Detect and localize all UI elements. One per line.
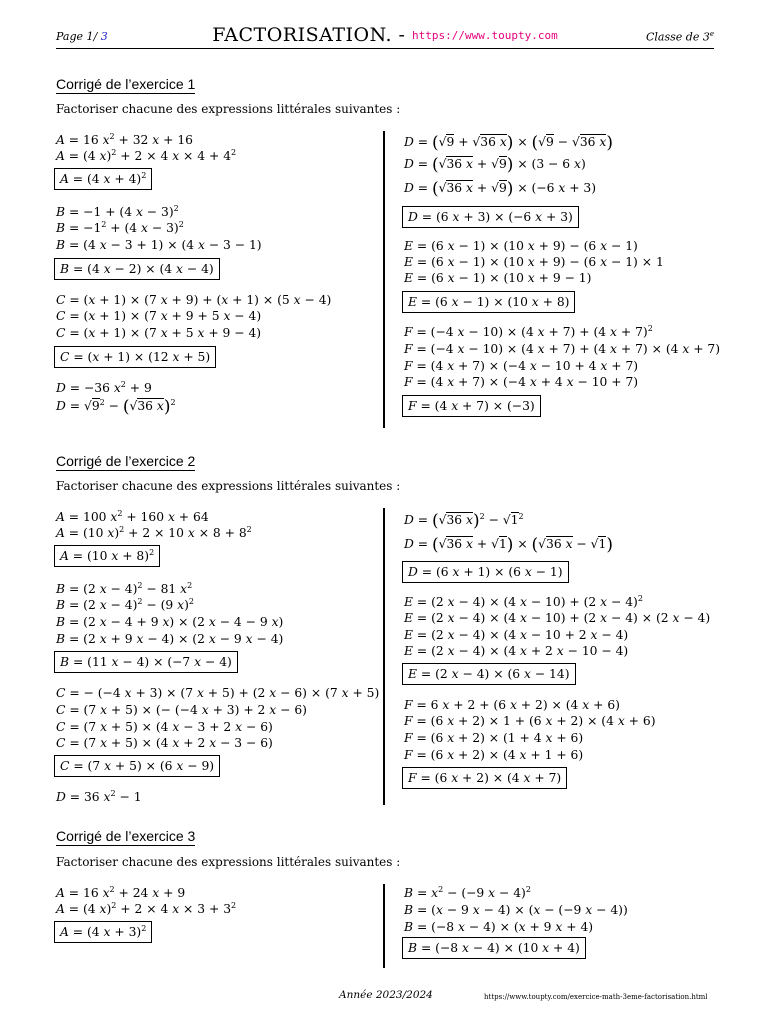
equation-line: C = (x + 1) × (7 x + 5 x + 9 − 4) — [56, 326, 262, 340]
equation-line: A = (10 x)$^2$ + 2 × 10 $x \times 8 + 8^2$ — [56, 525, 252, 540]
equation-line: B = (−8 x − 4) × (x + 9 x + 4) — [404, 920, 594, 934]
equation-line: F = 6 x + 2 + (6 x + 2) × (4 x + 6) — [404, 698, 620, 712]
exercise-3-title: Corrigé de l’exercice 3 — [56, 828, 196, 844]
equation-line: C = (7 x + 5) × (4 x + 2 x − 3 − 6) — [56, 736, 273, 750]
boxed-result: B = (−8 x − 4) × (10 x + 4) — [402, 937, 586, 959]
exercise-2-instruction: Factoriser chacune des expressions littérales suivantes : — [56, 479, 401, 493]
boxed-result: C = (7 x + 5) × (6 x − 9) — [54, 755, 220, 777]
equation-line: F = (4 x + 7) × (−4 x − 10 + 4 x + 7) — [404, 359, 639, 373]
site-link[interactable]: https://www.toupty.com — [412, 29, 558, 42]
equation-line: E = (2 x − 4) × (4 x + 2 x − 10 − 4) — [404, 644, 629, 658]
equation-line: B = (2 x − 4 + 9 x) × (2 x − 4 − 9 x) — [56, 615, 284, 629]
page-total-link[interactable]: 3 — [100, 30, 108, 43]
boxed-result: F = (6 x + 2) × (4 x + 7) — [402, 767, 567, 789]
equation-line: F = (4 x + 7) × (−4 x + 4 x − 10 + 7) — [404, 375, 639, 389]
equation-line: C = (x + 1) × (7 x + 9 + 5 x − 4) — [56, 309, 262, 323]
equation-line: F = (−4 x − 10) × (4 x + 7) + (4 x + 7) × (4 x + 7) — [404, 342, 721, 356]
equation-line: $B = -1^2 + (4$ x − 3)$^2$ — [56, 220, 184, 235]
boxed-result: B = (4 x − 2) × (4 x − 4) — [54, 258, 220, 280]
exercise-1-title: Corrigé de l’exercice 1 — [56, 76, 196, 92]
equation-line: F = (6 x + 2) × (1 + 4 x + 6) — [404, 731, 584, 745]
equation-line: E = (2 x − 4) × (4 x − 10) + (2 x − 4) × (2 x − 4) — [404, 611, 711, 625]
title-text: FACTORISATION. - — [212, 24, 413, 46]
equation-line: F = (6 x + 2) × (4 x + 1 + 6) — [404, 748, 584, 762]
column-divider — [383, 884, 385, 968]
boxed-result: D = (6 x + 3) × (−6 x + 3) — [402, 206, 579, 228]
equation-line: B = (x − 9 x − 4) × (x − (−9 x − 4)) — [404, 903, 628, 917]
equation-line: E = (6 x − 1) × (10 x + 9) − (6 x − 1) × 1 — [404, 255, 664, 269]
boxed-result: D = (6 x + 1) × (6 x − 1) — [402, 561, 569, 583]
document-title — [56, 24, 714, 46]
page-prefix: Page 1/ — [56, 30, 101, 43]
equation-line: C = (7 x + 5) × (− (−4 x + 3) + 2 x − 6) — [56, 703, 307, 717]
equation-line: A = 16 $x^2 + 24$ x + 9 — [56, 885, 186, 900]
equation-line: B = (4 x − 3 + 1) × (4 x − 3 − 1) — [56, 238, 262, 252]
exercise-2-title: Corrigé de l’exercice 2 — [56, 453, 196, 469]
equation-line: E = (2 x − 4) × (4 x − 10 + 2 x − 4) — [404, 628, 629, 642]
equation-line: F = (−4 x − 10) × (4 x + 7) + (4 x + 7)$^2$ — [404, 324, 653, 339]
exercise-3-instruction: Factoriser chacune des expressions littérales suivantes : — [56, 855, 401, 869]
page-header — [56, 24, 714, 49]
boxed-result: C = (x + 1) × (12 x + 5) — [54, 346, 216, 368]
equation-line: $D = √9^2 - (√36$ x)$^2$ — [56, 397, 176, 417]
equation-line: C = − (−4 x + 3) × (7 x + 5) + (2 x − 6) × (7 x + 5) — [56, 686, 380, 700]
equation-line: D = (√9 + √36 x) × (√9 − √36 x) — [404, 133, 613, 153]
footer-year: Année 2023/2024 — [339, 989, 433, 1001]
equation-line: D = (√36 x + √1) × (√36 x − √1) — [404, 535, 613, 555]
footer-url[interactable]: https://www.toupty.com/exercice-math-3eme-factorisation.html — [484, 993, 708, 1001]
equation-line: A = (4 x)$^2$ + 2 × 4 $x \times 3 + 3^2$ — [56, 901, 237, 916]
equation-line: D = (√36 x + √9) × (3 − 6 x) — [404, 155, 586, 175]
equation-line: D = −36 $x^2 + 9$ — [56, 380, 152, 395]
equation-line: D = (√36 $x)^2 - √1^2$ — [404, 511, 524, 531]
equation-line: $B = x^2 - (-9$ x − 4)$^2$ — [404, 885, 531, 900]
boxed-result: E = (6 x − 1) × (10 x + 8) — [402, 291, 575, 313]
equation-line: C = (7 x + 5) × (4 x − 3 + 2 x − 6) — [56, 720, 273, 734]
boxed-result: A = (10 x + 8)$^2$ — [54, 545, 160, 567]
equation-line: B = (2 x + 9 x − 4) × (2 x − 9 x − 4) — [56, 632, 284, 646]
exercise-1-instruction: Factoriser chacune des expressions littérales suivantes : — [56, 102, 401, 116]
boxed-result: E = (2 x − 4) × (6 x − 14) — [402, 663, 576, 685]
equation-line: A = 100 $x^2 + 160$ x + 64 — [56, 509, 209, 524]
boxed-result: B = (11 x − 4) × (−7 x − 4) — [54, 651, 238, 673]
equation-line: E = (6 x − 1) × (10 x + 9 − 1) — [404, 271, 592, 285]
equation-line: B = (2 x − 4)$^2$ − (9 x)$^2$ — [56, 597, 194, 612]
equation-line: B = (2 x − 4)$^2$ − 81 $x^2$ — [56, 581, 193, 596]
equation-line: B = −1 + (4 x − 3)$^2$ — [56, 204, 179, 219]
boxed-result: F = (4 x + 7) × (−3) — [402, 395, 541, 417]
equation-line: F = (6 x + 2) × 1 + (6 x + 2) × (4 x + 6) — [404, 714, 656, 728]
equation-line: D = (√36 x + √9) × (−6 x + 3) — [404, 179, 597, 199]
equation-line: E = (6 x − 1) × (10 x + 9) − (6 x − 1) — [404, 239, 638, 253]
boxed-result: A = (4 x + 3)$^2$ — [54, 921, 152, 943]
equation-line: A = 16 $x^2 + 32$ x + 16 — [56, 132, 194, 147]
column-divider — [383, 131, 385, 428]
equation-line: E = (2 x − 4) × (4 x − 10) + (2 x − 4)$^2$ — [404, 594, 643, 609]
boxed-result: A = (4 x + 4)$^2$ — [54, 168, 152, 190]
equation-line: C = (x + 1) × (7 x + 9) + (x + 1) × (5 x − 4) — [56, 293, 332, 307]
class-label: Classe de 3e — [646, 30, 714, 44]
column-divider — [383, 508, 385, 805]
equation-line: D = 36 $x^2 - 1$ — [56, 789, 142, 804]
equation-line: A = (4 x)$^2$ + 2 × 4 $x \times 4 + 4^2$ — [56, 148, 237, 163]
